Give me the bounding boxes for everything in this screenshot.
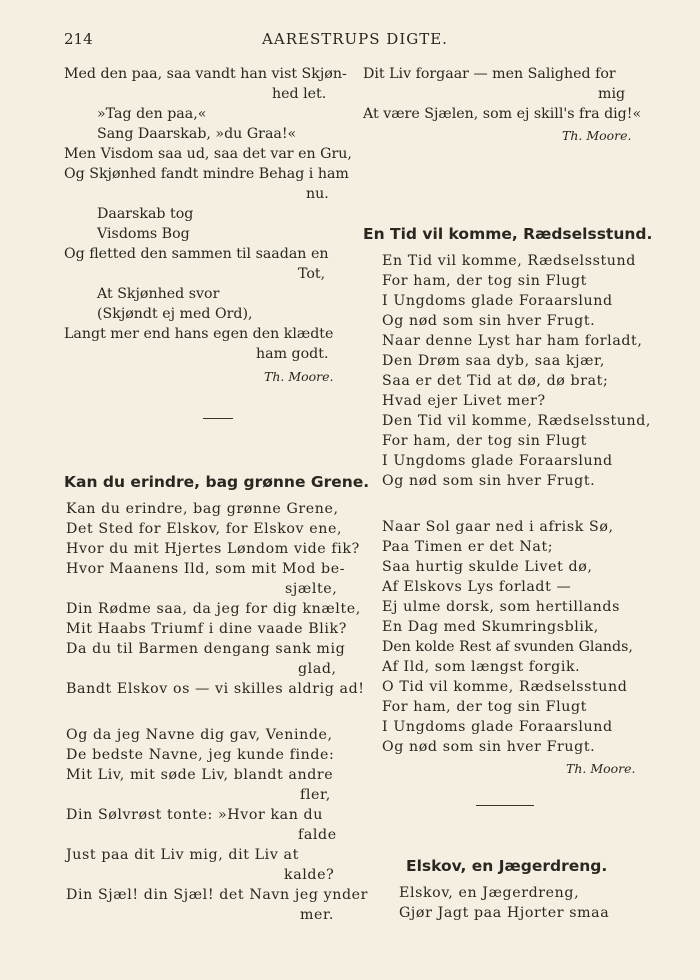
poem-title: En Tid vil komme, Rædselsstund. [363, 225, 653, 243]
poem-line: Elskov, en Jægerdreng, [399, 885, 580, 901]
poem-line: ham godt. [256, 346, 329, 362]
poem-line: Hvor Maanens Ild, som mit Mod be- [66, 561, 346, 577]
poem-line: Af Elskovs Lys forladt — [382, 579, 572, 595]
running-header [64, 30, 646, 50]
section-divider [203, 418, 233, 419]
poem-line: Den Tid vil komme, Rædselsstund, [382, 413, 652, 429]
poem-line: Gjør Jagt paa Hjorter smaa [399, 905, 610, 921]
poem-line: Den kolde Rest af svunden Glands, [382, 639, 633, 655]
poem-line: Bandt Elskov os — vi skilles aldrig ad! [66, 681, 365, 697]
poem-line: falde [298, 827, 337, 843]
running-title: AARESTRUPS DIGTE. [262, 30, 448, 48]
poem-line: Saa hurtig skulde Livet dø, [382, 559, 593, 575]
poem-line: Og nød som sin hver Frugt. [382, 313, 596, 329]
poem-title: Elskov, en Jægerdreng. [406, 857, 608, 875]
poem-line: Tot, [298, 266, 326, 282]
attribution: Th. Moore. [566, 761, 636, 776]
poem-line: (Skjøndt ej med Ord), [97, 306, 253, 322]
poem-line: En Tid vil komme, Rædselsstund [382, 253, 636, 269]
poem-line: Det Sted for Elskov, for Elskov ene, [66, 521, 343, 537]
poem-line: kalde? [284, 867, 335, 883]
poem-line: Og nød som sin hver Frugt. [382, 473, 596, 489]
attribution: Th. Moore. [264, 369, 334, 384]
poem-line: O Tid vil komme, Rædselsstund [382, 679, 628, 695]
poem-line: Din Sølvrøst tonte: »Hvor kan du [66, 807, 323, 823]
poem-line: Dit Liv forgaar — men Salighed for [363, 66, 616, 82]
poem-line: Hvor du mit Hjertes Løndom vide fik? [66, 541, 360, 557]
poem-line: Kan du erindre, bag grønne Grene, [66, 501, 339, 517]
poem-line: Og fletted den sammen til saadan en [64, 246, 329, 262]
poem-line: At Skjønhed svor [97, 286, 220, 302]
poem-line: glad, [298, 661, 337, 677]
poem-line: For ham, der tog sin Flugt [382, 273, 587, 289]
poem-line: Langt mer end hans egen den klædte [64, 326, 334, 342]
poem-line: Da du til Barmen dengang sank mig [66, 641, 346, 657]
poem-line: For ham, der tog sin Flugt [382, 699, 587, 715]
section-divider [476, 805, 534, 806]
poem-line: Med den paa, saa vandt han vist Skjøn- [64, 66, 347, 82]
poem-line: I Ungdoms glade Foraarslund [382, 453, 613, 469]
poem-line: fler, [300, 787, 331, 803]
poem-line: Paa Timen er det Nat; [382, 539, 554, 555]
poem-line: Din Sjæl! din Sjæl! det Navn jeg ynder [66, 887, 369, 903]
poem-line: Just paa dit Liv mig, dit Liv at [66, 847, 299, 863]
poem-line: Og Skjønhed fandt mindre Behag i ham [64, 166, 349, 182]
poem-line: Sang Daarskab, »du Graa!« [97, 126, 297, 142]
poem-line: En Dag med Skumringsblik, [382, 619, 599, 635]
poem-line: I Ungdoms glade Foraarslund [382, 719, 613, 735]
poem-line: mer. [300, 907, 334, 923]
poem-title: Kan du erindre, bag grønne Grene. [64, 473, 370, 491]
poem-line: Af Ild, som længst forgik. [382, 659, 581, 675]
poem-line: nu. [306, 186, 329, 202]
poem-line: Mit Liv, mit søde Liv, blandt andre [66, 767, 334, 783]
poem-line: De bedste Navne, jeg kunde finde: [66, 747, 335, 763]
poem-line: Og nød som sin hver Frugt. [382, 739, 596, 755]
poem-line: Naar denne Lyst har ham forladt, [382, 333, 643, 349]
poem-line: Visdoms Bog [97, 226, 190, 242]
poem-line: Naar Sol gaar ned i afrisk Sø, [382, 519, 614, 535]
poem-line: At være Sjælen, som ej skill's fra dig!« [363, 106, 642, 122]
poem-line: Men Visdom saa ud, saa det var en Gru, [64, 146, 352, 162]
poem-line: I Ungdoms glade Foraarslund [382, 293, 613, 309]
poem-line: Mit Haabs Triumf i dine vaade Blik? [66, 621, 347, 637]
poem-line: Daarskab tog [97, 206, 194, 222]
poem-line: Saa er det Tid at dø, dø brat; [382, 373, 609, 389]
page-number: 214 [64, 30, 93, 48]
attribution: Th. Moore. [562, 128, 632, 143]
poem-line: Hvad ejer Livet mer? [382, 393, 546, 409]
poem-line: Og da jeg Navne dig gav, Veninde, [66, 727, 333, 743]
poem-line: hed let. [272, 86, 327, 102]
poem-line: Den Drøm saa dyb, saa kjær, [382, 353, 605, 369]
poem-line: mig [598, 86, 626, 102]
poem-line: Din Rødme saa, da jeg for dig knælte, [66, 601, 361, 617]
poem-line: sjælte, [285, 581, 338, 597]
poem-line: »Tag den paa,« [97, 106, 207, 122]
poem-line: Ej ulme dorsk, som hertillands [382, 599, 620, 615]
poem-line: For ham, der tog sin Flugt [382, 433, 587, 449]
